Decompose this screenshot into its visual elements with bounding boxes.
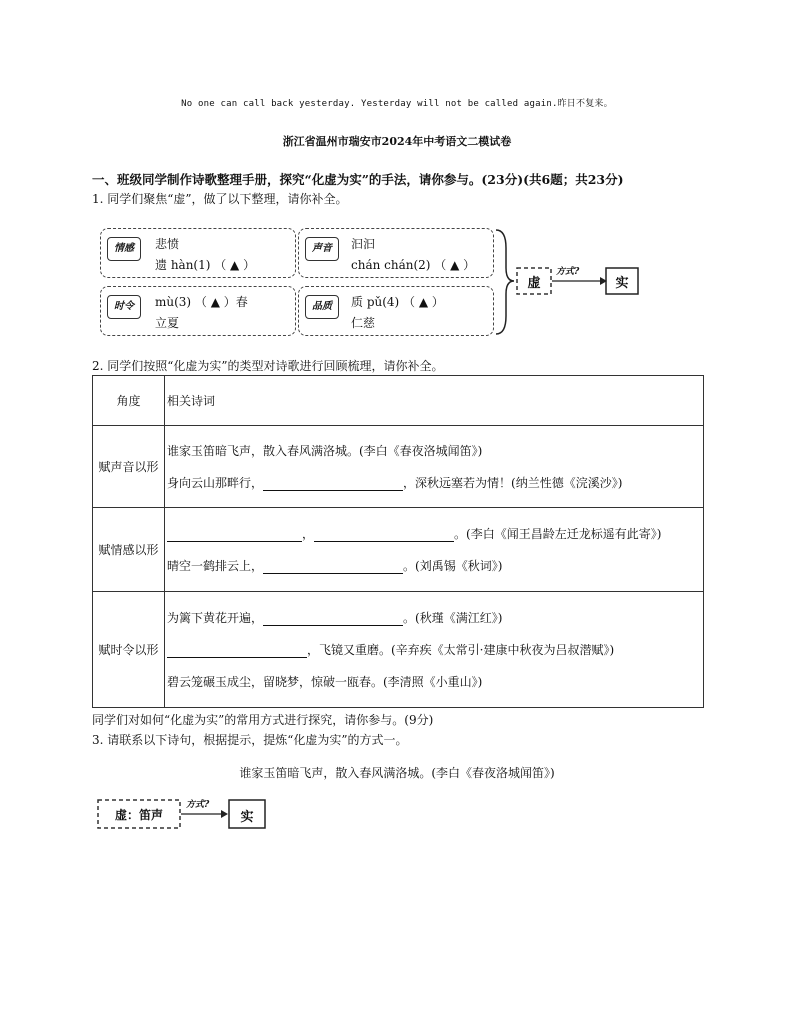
section-heading: 一、班级同学制作诗歌整理手册，探究“化虚为实”的手法，请你参与。(23分)(共6题；共23分) [92, 172, 624, 187]
table-row [93, 426, 704, 508]
question-1-prompt: 1. 同学们聚焦“虚”，做了以下整理，请你补全。 [92, 192, 348, 206]
q3-xu-label: 虚：笛声 [114, 808, 163, 822]
box-quality-line2: 仁慈 [351, 316, 376, 330]
box-emotion-line2: 遗 hàn(1) （ ▲ ） [155, 258, 256, 272]
table-row [93, 592, 704, 708]
answer-blank[interactable] [314, 527, 454, 542]
box-quality [298, 286, 494, 336]
method-label: 方式? [556, 267, 580, 277]
table-row [93, 508, 704, 592]
header-angle: 角度 [93, 376, 165, 426]
q3-poem: 谁家玉笛暗飞声，散入春风满洛城。(李白《春夜洛城闻笛》) [239, 766, 555, 780]
box-emotion-line1: 悲愤 [155, 237, 180, 251]
xu-label: 虚 [527, 276, 541, 291]
question-3-prompt: 3. 请联系以下诗句，根据提示，提炼“化虚为实”的方式一。 [92, 733, 408, 747]
poem-line: ， 。(李白《闻王昌龄左迁龙标遥有此寄》) [165, 518, 703, 550]
shi-label: 实 [615, 276, 629, 291]
row-angle-sound: 赋声音以形 [93, 426, 165, 508]
poem-line: 碧云笼碾玉成尘，留晓梦，惊破一瓯春。(李清照《小重山》) [167, 674, 483, 689]
poem-line: 谁家玉笛暗飞声，散入春风满洛城。(李白《春夜洛城闻笛》) [167, 443, 483, 458]
label-quality: 品质 [305, 295, 339, 319]
poem-line: 晴空一鹤排云上， 。(刘禹锡《秋词》) [167, 558, 503, 573]
box-quality-line1: 质 pǔ(4) （ ▲ ） [351, 295, 444, 309]
box-sound [298, 228, 494, 278]
exam-title: 浙江省温州市瑞安市2024年中考语文二模试卷 [282, 135, 512, 148]
poem-line: 身向云山那畔行， ，深秋远塞若为情！(纳兰性德《浣溪沙》) [167, 475, 623, 490]
answer-blank[interactable] [167, 527, 302, 542]
header-poems: 相关诗词 [165, 376, 704, 426]
answer-blank[interactable] [167, 643, 307, 658]
box-season [100, 286, 296, 336]
box-season-line1: mù(3) （ ▲ ）春 [155, 295, 248, 309]
answer-blank[interactable] [263, 559, 403, 574]
question-2-prompt: 2. 同学们按照“化虚为实”的类型对诗歌进行回顾梳理，请你补全。 [92, 359, 444, 373]
label-season: 时令 [107, 295, 141, 319]
box-sound-line1: 汩汩 [351, 237, 376, 251]
q3-shi-label: 实 [240, 810, 254, 825]
table-header-row [93, 376, 704, 426]
q3-method-label: 方式? [186, 800, 210, 810]
poem-line: ，飞镜又重磨。(辛弃疾《太常引·建康中秋夜为吕叔潜赋》) [165, 634, 703, 666]
poem-line: 为篱下黄花开遍， 。(秋瑾《满江红》) [167, 610, 503, 625]
label-sound: 声音 [305, 237, 339, 261]
box-sound-line2: chán chán(2) （ ▲ ） [351, 258, 476, 272]
explore-instruction: 同学们对如何“化虚为实”的常用方式进行探究，请你参与。(9分) [92, 713, 434, 727]
box-emotion [100, 228, 296, 278]
box-season-line2: 立夏 [155, 316, 180, 330]
motto-line: No one can call back yesterday. Yesterday will not be called again.昨日不复来。 [181, 99, 613, 109]
answer-blank[interactable] [263, 476, 403, 491]
label-emotion: 情感 [107, 237, 141, 261]
answer-blank[interactable] [263, 611, 403, 626]
row-angle-emotion: 赋情感以形 [93, 508, 165, 592]
row-angle-season: 赋时令以形 [93, 592, 165, 708]
poem-table [92, 375, 704, 708]
